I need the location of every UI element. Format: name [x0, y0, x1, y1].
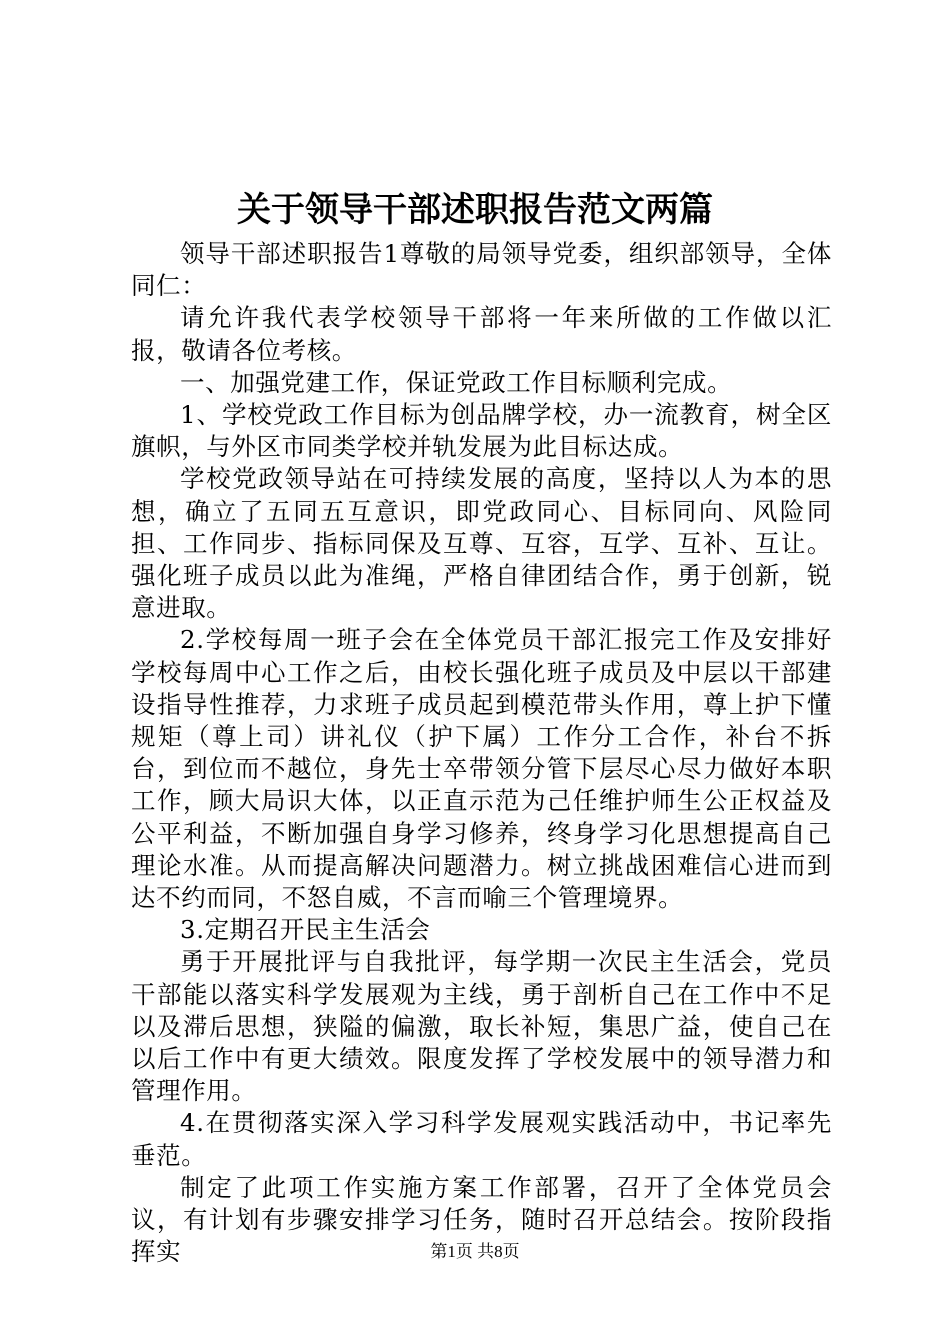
subsection-heading: 3.定期召开民主生活会 [180, 915, 431, 945]
paragraph: 4.在贯彻落实深入学习科学发展观实践活动中，书记率先垂范。 [131, 1108, 832, 1170]
paragraph: 学校党政领导站在可持续发展的高度，坚持以人为本的思想，确立了五同五互意识，即党政同心、目标同向、风险同担、工作同步、指标同保及互尊、互容，互学、互补、互让。强化班子成员以此为准绳，严格自律团结合作，勇于创新，锐意进取。 [131, 464, 832, 623]
paragraph: 请允许我代表学校领导干部将一年来所做的工作做以汇报，敬请各位考核。 [131, 303, 832, 365]
document-body [131, 238, 832, 1269]
section-heading: 一、加强党建工作，保证党政工作目标顺利完成。 [180, 367, 733, 397]
paragraph: 制定了此项工作实施方案工作部署，召开了全体党员会议，有计划有步骤安排学习任务，随时召开总结会。按阶段指挥实 [131, 1172, 832, 1267]
paragraph: 2.学校每周一班子会在全体党员干部汇报完工作及安排好学校每周中心工作之后，由校长强化班子成员及中层以干部建设指导性推荐，力求班子成员起到模范带头作用，尊上护下懂规矩（尊上司）讲礼仪（护下属）工作分工合作，补台不拆台，到位而不越位，身先士卒带领分管下层尽心尽力做好本职工作，顾大局识大体，以正直示范为己任维护师生公正权益及公平利益，不断加强自身学习修养，终身学习化思想提高自己理论水准。从而提高解决问题潜力。树立挑战困难信心进而到达不约而同，不怒自威，不言而喻三个管理境界。 [131, 625, 832, 913]
document-title: 关于领导干部述职报告范文两篇 [237, 190, 713, 230]
paragraph: 1、学校党政工作目标为创品牌学校，办一流教育，树全区旗帜，与外区市同类学校并轨发展为此目标达成。 [131, 400, 832, 462]
page-footer: 第1页 共8页 [430, 1242, 520, 1261]
paragraph: 领导干部述职报告1尊敬的局领导党委，组织部领导，全体同仁： [131, 239, 832, 301]
paragraph: 勇于开展批评与自我批评，每学期一次民主生活会，党员干部能以落实科学发展观为主线，勇于剖析自己在工作中不足以及滞后思想，狭隘的偏激，取长补短，集思广益，使自己在以后工作中有更大绩效。限度发挥了学校发展中的领导潜力和管理作用。 [131, 947, 832, 1106]
